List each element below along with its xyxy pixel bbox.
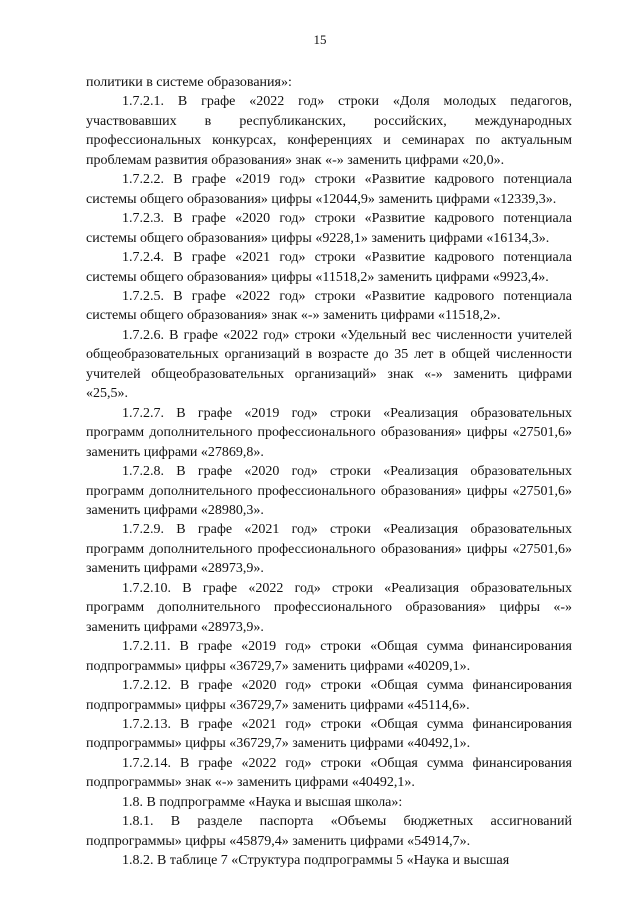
paragraph: 1.7.2.8. В графе «2020 год» строки «Реализация образовательных программ дополнительного профессионального образования» цифры «27501,6» заменить цифрами «28980,3».: [86, 464, 572, 518]
paragraph: 1.7.2.1. В графе «2022 год» строки «Доля молодых педагогов, участвовавших в республиканских, российских, международных профессиональных конкурсах, конференциях и семинарах по актуальным проблемам развития образования» знак «-» заменить цифрами «20,0».: [86, 94, 572, 168]
paragraph: 1.7.2.5. В графе «2022 год» строки «Развитие кадрового потенциала системы общего образования» знак «-» заменить цифрами «11518,2».: [86, 288, 572, 324]
paragraph: 1.7.2.12. В графе «2020 год» строки «Общая сумма финансирования подпрограммы» цифры «36729,7» заменить цифрами «45114,6».: [86, 678, 572, 713]
paragraph: политики в системе образования»:: [86, 75, 292, 90]
paragraph: 1.8.1. В разделе паспорта «Объемы бюджетных ассигнований подпрограммы» цифры «45879,4» заменить цифрами «54914,7».: [86, 814, 572, 849]
paragraph: 1.7.2.9. В графе «2021 год» строки «Реализация образовательных программ дополнительного профессионального образования» цифры «27501,6» заменить цифрами «28973,9».: [86, 522, 572, 577]
paragraph: 1.7.2.2. В графе «2019 год» строки «Развитие кадрового потенциала системы общего образования» цифры «12044,9» заменить цифрами «12339,3».: [86, 172, 572, 207]
paragraph: 1.7.2.13. В графе «2021 год» строки «Общая сумма финансирования подпрограммы» цифры «36729,7» заменить цифрами «40492,1».: [86, 716, 572, 752]
paragraph: 1.8. В подпрограмме «Наука и высшая школа»:: [122, 794, 403, 810]
paragraph: 1.7.2.11. В графе «2019 год» строки «Общая сумма финансирования подпрограммы» цифры «36729,7» заменить цифрами «40209,1».: [86, 639, 572, 674]
paragraph: 1.7.2.14. В графе «2022 год» строки «Общая сумма финансирования подпрограммы» знак «-» заменить цифрами «40492,1».: [86, 755, 572, 791]
paragraph: 1.7.2.4. В графе «2021 год» строки «Развитие кадрового потенциала системы общего образования» цифры «11518,2» заменить цифрами «9923,4».: [86, 250, 572, 285]
page-number: 15: [313, 32, 327, 47]
paragraph: 1.7.2.10. В графе «2022 год» строки «Реализация образовательных программ дополнительного профессионального образования» цифры «-» заменить цифрами «28973,9».: [86, 580, 572, 635]
paragraph: 1.7.2.7. В графе «2019 год» строки «Реализация образовательных программ дополнительного профессионального образования» цифры «27501,6» заменить цифрами «27869,8».: [86, 405, 572, 460]
paragraph: 1.7.2.6. В графе «2022 год» строки «Удельный вес численности учителей общеобразовательных организаций в возрасте до 35 лет в общей численности учителей общеобразовательных организаций» знак «-» заменить цифрами «25,5».: [86, 327, 572, 402]
document-body: [86, 73, 572, 871]
paragraph: 1.8.2. В таблице 7 «Структура подпрограммы 5 «Наука и высшая: [122, 853, 510, 869]
paragraph: 1.7.2.3. В графе «2020 год» строки «Развитие кадрового потенциала системы общего образования» цифры «9228,1» заменить цифрами «16134,3».: [86, 211, 572, 246]
